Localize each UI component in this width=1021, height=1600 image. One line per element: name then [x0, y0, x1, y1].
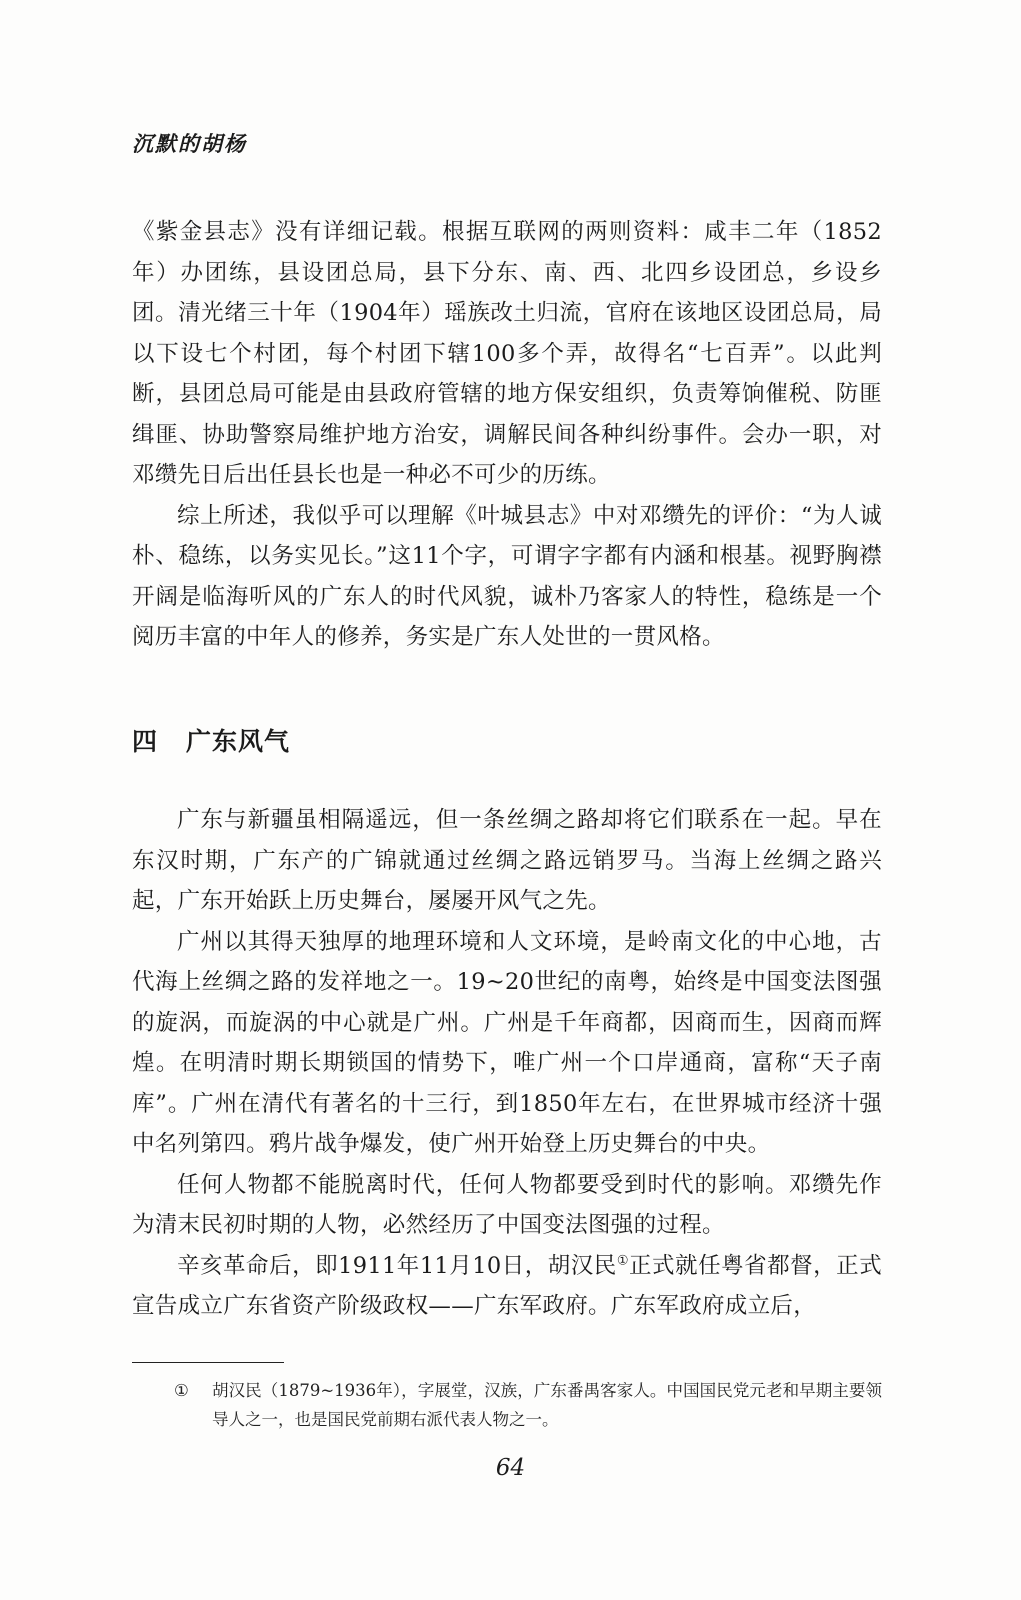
- footnote-reference[interactable]: ①: [616, 1253, 630, 1268]
- paragraph: 广州以其得天独厚的地理环境和人文环境，是岭南文化的中心地，古代海上丝绸之路的发祥地之一。19~20世纪的南粤，始终是中国变法图强的旋涡，而旋涡的中心就是广州。广州是千年商都，因商而生，因商而辉煌。在明清时期长期锁国的情势下，唯广州一个口岸通商，富称“天子南库”。广州在清代有著名的十三行，到1850年左右，在世界城市经济十强中名列第四。鸦片战争爆发，使广州开始登上历史舞台的中央。: [132, 928, 882, 1157]
- paragraph-text: 辛亥革命后，即1911年11月10日，胡汉民: [177, 1252, 617, 1279]
- paragraph: 《紫金县志》没有详细记载。根据互联网的两则资料：咸丰二年（1852年）办团练，县设团总局，县下分东、南、西、北四乡设团总，乡设乡团。清光绪三十年（1904年）瑶族改土归流，官府在该地区设团总局，局以下设七个村团，每个村团下辖100多个弄，故得名“七百弄”。以此判断，县团总局可能是由县政府管辖的地方保安组织，负责筹饷催税、防匪缉匪、协助警察局维护地方治安，调解民间各种纠纷事件。会办一职，对邓缵先日后出任县长也是一种必不可少的历练。: [132, 219, 882, 488]
- section-title: 广东风气: [186, 727, 291, 756]
- footnote-text: 胡汉民（1879~1936年），字展堂，汉族，广东番禺客家人。中国国民党元老和早期主要领导人之一，也是国民党前期右派代表人物之一。: [212, 1381, 882, 1429]
- body-text-after-section: [132, 800, 882, 1327]
- paragraph: [132, 1246, 882, 1327]
- running-head: 沉默的胡杨: [132, 131, 247, 156]
- section-number: 四: [132, 727, 159, 756]
- footnote-mark: ①: [174, 1381, 189, 1400]
- paragraph: 综上所述，我似乎可以理解《叶城县志》中对邓缵先的评价：“为人诚朴、稳练，以务实见长。”这11个字，可谓字字都有内涵和根基。视野胸襟开阔是临海听风的广东人的时代风貌，诚朴乃客家人的特性，稳练是一个阅历丰富的中年人的修养，务实是广东人处世的一贯风格。: [132, 502, 882, 650]
- paragraph: 任何人物都不能脱离时代，任何人物都要受到时代的影响。邓缵先作为清末民初时期的人物，必然经历了中国变法图强的过程。: [132, 1171, 882, 1238]
- section-heading: [132, 722, 290, 758]
- footnote-divider: [132, 1362, 284, 1363]
- page-number: 64: [495, 1455, 526, 1481]
- paragraph: 广东与新疆虽相隔遥远，但一条丝绸之路却将它们联系在一起。早在东汉时期，广东产的广锦就通过丝绸之路远销罗马。当海上丝绸之路兴起，广东开始跃上历史舞台，屡屡开风气之先。: [132, 807, 882, 914]
- footnote: [176, 1376, 882, 1434]
- paragraph-text: 正式就任粤省都督，正式宣告成立广东省资产阶级政权——广东军政府。广东军政府成立后，: [132, 1252, 882, 1319]
- body-text-before-section: [132, 212, 882, 658]
